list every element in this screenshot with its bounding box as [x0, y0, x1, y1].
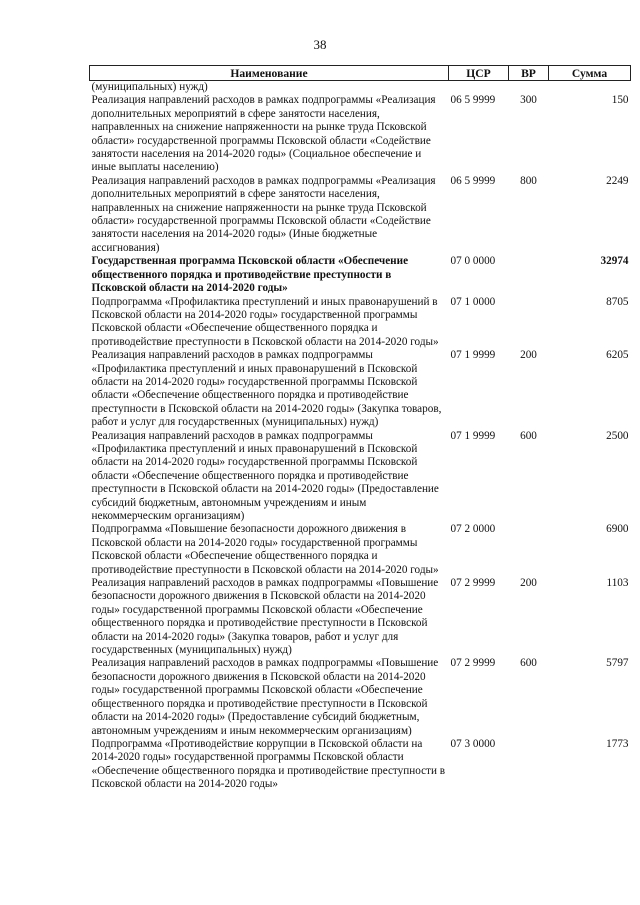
cell-sum: 6900 — [606, 523, 629, 536]
header-name: Наименование — [90, 66, 449, 81]
cell-name: Реализация направлений расходов в рамках подпрограммы «Повышение безопасности дорожного движения в Псковской области на 2014-2020 годы» государственной программы Псковской области «Обеспечение общественного порядка и противодействие преступности в Псковской области на 2014-2020 годы» (Предоставление субсидий бюджетным, автономным учреждениям и иным некоммерческим организациям) — [91, 657, 439, 737]
table-row — [90, 523, 631, 577]
header-sum: Сумма — [549, 66, 631, 81]
cell-csr: 07 2 0000 — [450, 523, 496, 536]
table-row — [90, 430, 631, 524]
cell-csr: 07 1 9999 — [450, 349, 496, 362]
header-csr: ЦСР — [449, 66, 509, 81]
table-row — [90, 657, 631, 737]
cell-csr: 07 2 9999 — [450, 657, 496, 670]
page-number: 38 — [313, 37, 327, 52]
cell-vr — [509, 523, 549, 577]
cell-vr: 600 — [520, 657, 537, 670]
table-row — [90, 94, 631, 174]
table-row — [90, 738, 631, 792]
cell-sum: 32974 — [600, 255, 629, 268]
cell-vr: 800 — [520, 174, 537, 187]
cell-vr — [509, 738, 549, 792]
cell-csr: 07 0 0000 — [450, 255, 496, 268]
cell-sum: 2249 — [606, 174, 629, 187]
cell-name: Реализация направлений расходов в рамках подпрограммы «Повышение безопасности дорожного движения в Псковской области на 2014-2020 годы» государственной программы Псковской области «Обеспечение общественного порядка и противодействие преступности в Псковской области на 2014-2020 годы» (Закупка товаров, работ и услуг для государственных (муниципальных) нужд) — [91, 577, 439, 657]
cell-name: Реализация направлений расходов в рамках подпрограммы «Реализация дополнительных мероприятий в сфере занятости населения, направленных на снижение напряженности на рынке труда Псковской области» государственной программы Псковской области «Содействие занятости населения на 2014-2020 годы» (Иные бюджетные ассигнования) — [91, 174, 436, 254]
cell-sum: 2500 — [606, 429, 629, 442]
cell-sum: 5797 — [606, 657, 629, 670]
table-row — [90, 577, 631, 657]
cell-sum: 6205 — [606, 349, 629, 362]
budget-table — [89, 65, 631, 792]
cell-vr: 200 — [520, 577, 537, 590]
cell-csr: 06 5 9999 — [450, 94, 496, 107]
cell-csr — [449, 81, 509, 95]
header-vr: ВР — [509, 66, 549, 81]
table-header — [90, 66, 631, 81]
cell-vr — [509, 255, 549, 295]
table-body — [90, 81, 631, 792]
cell-name: Реализация направлений расходов в рамках подпрограммы «Профилактика преступлений и иных правонарушений в Псковской области на 2014-2020 годы» государственной программы Псковской области «Обеспечение общественного порядка и противодействие преступности в Псковской области на 2014-2020 годы» (Предоставление субсидий бюджетным, автономным учреждениям и иным некоммерческим организациям) — [91, 429, 439, 522]
cell-sum: 8705 — [606, 295, 629, 308]
cell-csr: 06 5 9999 — [450, 174, 496, 187]
cell-sum — [549, 81, 631, 95]
table-row — [90, 175, 631, 255]
table-row — [90, 296, 631, 350]
cell-name: (муниципальных) нужд) — [91, 81, 208, 93]
cell-name: Подпрограмма «Противодействие коррупции в Псковской области на 2014-2020 годы» государственной программы Псковской области «Обеспечение общественного порядка и противодействие преступности в Псковской области на 2014-2020 годы» — [91, 737, 446, 791]
table-row — [90, 81, 631, 95]
cell-csr: 07 2 9999 — [450, 577, 496, 590]
table-row — [90, 255, 631, 295]
cell-sum: 1773 — [606, 737, 629, 750]
cell-name: Подпрограмма «Повышение безопасности дорожного движения в Псковской области на 2014-2020 годы» государственной программы Псковской области «Обеспечение общественного порядка и противодействие преступности в Псковской области на 2014-2020 годы» — [91, 523, 439, 576]
cell-csr: 07 1 9999 — [450, 429, 496, 442]
cell-vr: 200 — [520, 349, 537, 362]
cell-vr: 600 — [520, 429, 537, 442]
cell-sum: 150 — [611, 94, 629, 107]
cell-name: Реализация направлений расходов в рамках подпрограммы «Реализация дополнительных мероприятий в сфере занятости населения, направленных на снижение напряженности на рынке труда Псковской области» государственной программы Псковской области «Содействие занятости населения на 2014-2020 годы» (Социальное обеспечение и иные выплаты населению) — [91, 94, 436, 174]
cell-vr — [509, 296, 549, 350]
cell-vr: 300 — [520, 94, 537, 107]
cell-vr — [509, 81, 549, 95]
table-row — [90, 349, 631, 429]
cell-name: Государственная программа Псковской области «Обеспечение общественного порядка и противодействие преступности в Псковской области на 2014-2020 годы» — [91, 255, 409, 295]
cell-csr: 07 1 0000 — [450, 295, 496, 308]
cell-csr: 07 3 0000 — [450, 737, 496, 750]
cell-name: Подпрограмма «Профилактика преступлений и иных правонарушений в Псковской области на 2014-2020 годы» государственной программы Псковской области «Обеспечение общественного порядка и противодействие преступности в Псковской области на 2014-2020 годы» — [91, 295, 439, 348]
cell-name: Реализация направлений расходов в рамках подпрограммы «Профилактика преступлений и иных правонарушений в Псковской области на 2014-2020 годы» государственной программы Псковской области «Обеспечение общественного порядка и противодействие преступности в Псковской области на 2014-2020 годы» (Закупка товаров, работ и услуг для государственных (муниципальных) нужд) — [91, 349, 442, 429]
cell-sum: 1103 — [606, 577, 629, 590]
